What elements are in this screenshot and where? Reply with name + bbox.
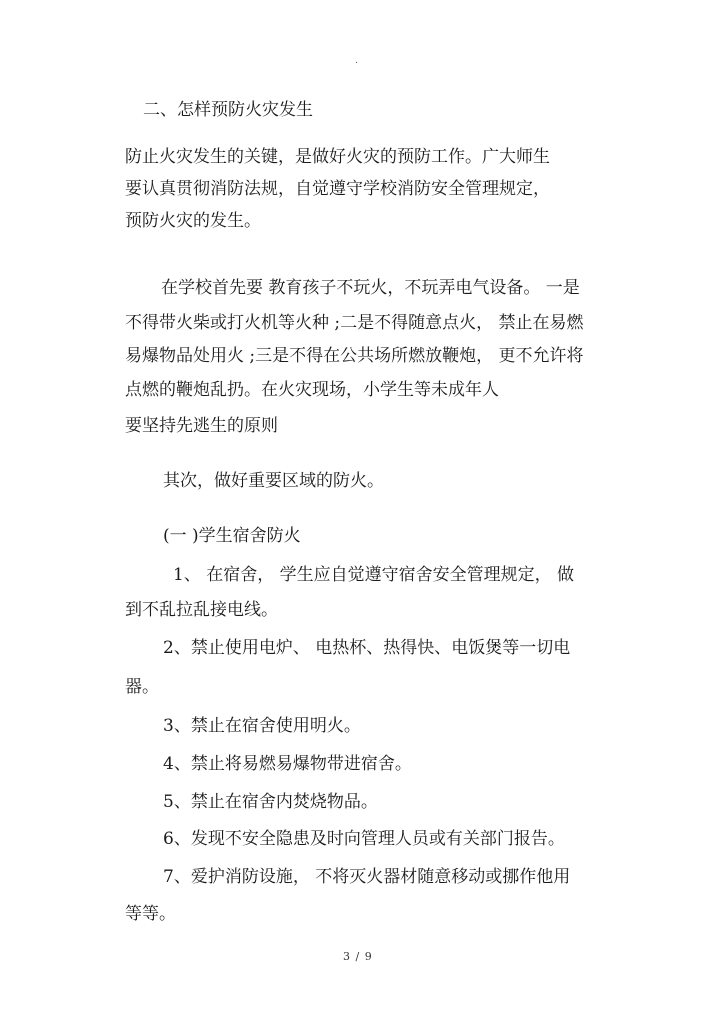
- intro-line-3: 预防火灾的发生。: [125, 211, 261, 231]
- list-item: 4、禁止将易燃易爆物带进宿舍。: [163, 754, 412, 774]
- header-dot: .: [355, 56, 358, 66]
- list-item: 等等。: [125, 904, 176, 924]
- list-item: 1、 在宿舍， 学生应自觉遵守宿舍安全管理规定， 做: [173, 565, 575, 585]
- dorm-subheading: (一 )学生宿舍防火: [163, 526, 301, 546]
- list-item: 3、禁止在宿舍使用明火。: [163, 716, 361, 736]
- second-point: 其次，做好重要区域的防火。: [163, 471, 384, 491]
- school-line-4: 点燃的鞭炮乱扔。在火灾现场，小学生等未成年人: [125, 380, 499, 400]
- section-heading: 二、怎样预防火灾发生: [143, 100, 313, 120]
- list-item: 2、禁止使用电炉、 电热杯、热得快、电饭煲等一切电: [163, 638, 571, 658]
- page-number: 3 / 9: [343, 950, 373, 963]
- list-item: 到不乱拉乱接电线。: [125, 600, 278, 620]
- school-line-1: 在学校首先要 教育孩子不玩火，不玩弄电气设备。 一是: [161, 278, 580, 298]
- school-line-3: 易爆物品处用火 ;三是不得在公共场所燃放鞭炮， 更不允许将: [125, 346, 584, 366]
- list-item: 器。: [125, 677, 159, 697]
- list-item: 6、发现不安全隐患及时向管理人员或有关部门报告。: [163, 829, 565, 849]
- list-item: 5、禁止在宿舍内焚烧物品。: [163, 792, 378, 812]
- intro-line-1: 防止火灾发生的关键，是做好火灾的预防工作。广大师生: [125, 147, 550, 167]
- list-item: 7、爱护消防设施， 不将灭火器材随意移动或挪作他用: [163, 867, 571, 887]
- school-line-5: 要坚持先逃生的原则: [125, 416, 278, 436]
- school-line-2: 不得带火柴或打火机等火种 ;二是不得随意点火， 禁止在易燃: [125, 313, 584, 333]
- intro-line-2: 要认真贯彻消防法规，自觉遵守学校消防安全管理规定，: [125, 179, 550, 199]
